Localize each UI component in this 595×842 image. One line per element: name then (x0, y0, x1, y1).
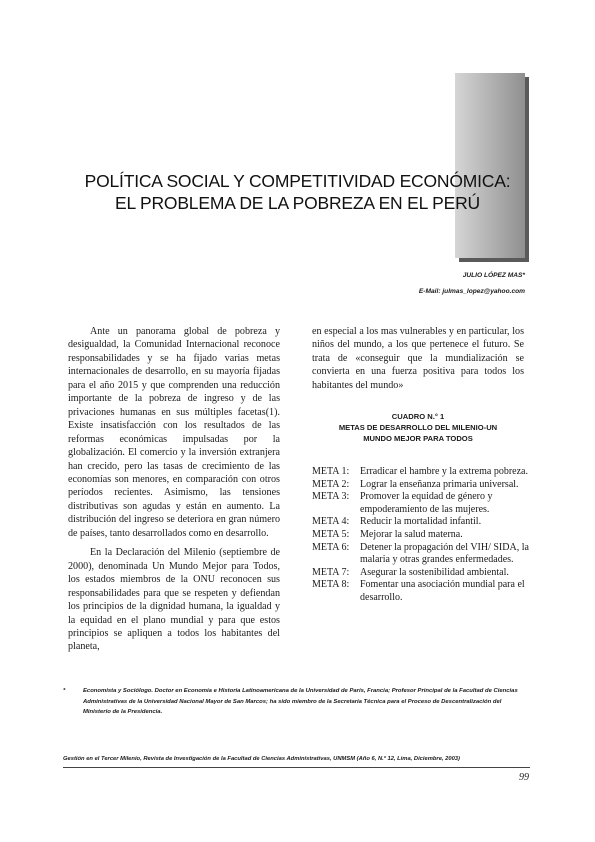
page-number: 99 (519, 772, 529, 783)
author-email: E-Mail: julmas_lopez@yahoo.com (418, 288, 525, 295)
journal-citation: Gestión en el Tercer Milenio, Revista de Investigación de la Facultad de Ciencias Administrativas, UNMSM (Año 6, N.º 12, Lima, Diciembre, 2003) (63, 756, 460, 762)
body-paragraph-1: Ante un panorama global de pobreza y desigualdad, la Comunidad Internacional reconoce responsabilidades y se ha fijado varias metas internacionales de desarrollo, en su mayoría fijadas para el año 2015 y que comprenden una reducción importante de la pobreza de ingreso y de las privaciones humanas en sus múltiples facetas(1). Existe insatisfacción con los resultados de las reformas económicas impulsadas por la globalización. El comercio y la inversión extranjera han crecido, pero las tasas de crecimiento de las economías son menores, en comparación con otros períodos recientes. Asimismo, las tensiones distributivas son agudas y están en aumento. La distribución del ingreso se deteriora en gran número de países, tanto desarrollados como en desarrollo. (68, 326, 280, 539)
meta-label: META 5: (312, 528, 350, 540)
meta-item (312, 491, 532, 516)
body-paragraph-2: En la Declaración del Milenio (septiembre de 2000), denominada Un Mundo Mejor para Todos, los estados miembros de la ONU reconocen sus responsabilidades para que se respeten y defiendan los principios de la dignidad humana, la igualdad y la equidad en el plano mundial y para que estos principios se apliquen a todos los habitantes del planeta, (68, 547, 280, 653)
meta-label: META 6: (312, 541, 350, 553)
table-title-line-2: MUNDO MEJOR PARA TODOS (363, 434, 473, 443)
meta-item (312, 542, 532, 567)
metas-list (312, 466, 532, 605)
right-column (312, 325, 524, 392)
meta-text: Asegurar la sostenibilidad ambiental. (360, 566, 509, 578)
meta-text: Lograr la enseñanza primaria universal. (360, 478, 519, 490)
title-line-2: EL PROBLEMA DE LA POBREZA EN EL PERÚ (115, 193, 480, 213)
title-line-1: POLÍTICA SOCIAL Y COMPETITIVIDAD ECONÓMICA: (84, 171, 511, 191)
author-block (419, 268, 525, 300)
meta-item (312, 479, 532, 492)
meta-text: Reducir la mortalidad infantil. (360, 516, 482, 528)
footnote (63, 686, 528, 718)
meta-label: META 8: (312, 579, 350, 591)
meta-text: Detener la propagación del VIH/ SIDA, la malaria y otras grandes enfermedades. (360, 541, 529, 566)
meta-label: META 2: (312, 478, 350, 490)
meta-item (312, 516, 532, 529)
decorative-gray-block (455, 73, 525, 258)
meta-label: META 3: (312, 491, 350, 503)
table-title-line-1: METAS DE DESARROLLO DEL MILENIO-UN (338, 423, 498, 432)
meta-text: Promover la equidad de género y empoderamiento de las mujeres. (360, 491, 493, 515)
meta-item (312, 567, 532, 580)
meta-label: META 4: (312, 516, 350, 528)
footnote-text: Economista y Sociólogo. Doctor en Economía e Historia Latinoamericana de la Universidad de París, Francia; Profesor Principal de la Facultad de Ciencias Administrativas de la Universidad Nacional Mayor de San Marcos; ha sido miembro de la Secretaría Técnica para el Proceso de Descentralización del Ministerio de la Presidencia. (83, 688, 518, 715)
footnote-mark: * (63, 688, 66, 694)
footer-rule (63, 767, 530, 768)
meta-item (312, 529, 532, 542)
author-name: JULIO LÓPEZ MAS* (462, 272, 525, 279)
meta-label: META 1: (312, 466, 350, 477)
table-number: CUADRO N.° 1 (391, 412, 445, 421)
meta-label: META 7: (312, 566, 350, 578)
meta-item (312, 579, 532, 604)
meta-text: Mejorar la salud materna. (360, 528, 463, 540)
body-paragraph-3: en especial a los mas vulnerables y en particular, los niños del mundo, a los que pertenece el futuro. Se trata de «conseguir que la mundialización se convierta en una fuerza positiva para todos los habitantes del mundo» (312, 326, 524, 391)
meta-text: Erradicar el hambre y la extrema pobreza. (360, 466, 528, 477)
meta-text: Fomentar una asociación mundial para el desarrollo. (360, 579, 525, 603)
article-title (60, 170, 535, 214)
meta-item (312, 466, 532, 479)
table-caption (312, 411, 524, 444)
left-column (68, 325, 280, 654)
